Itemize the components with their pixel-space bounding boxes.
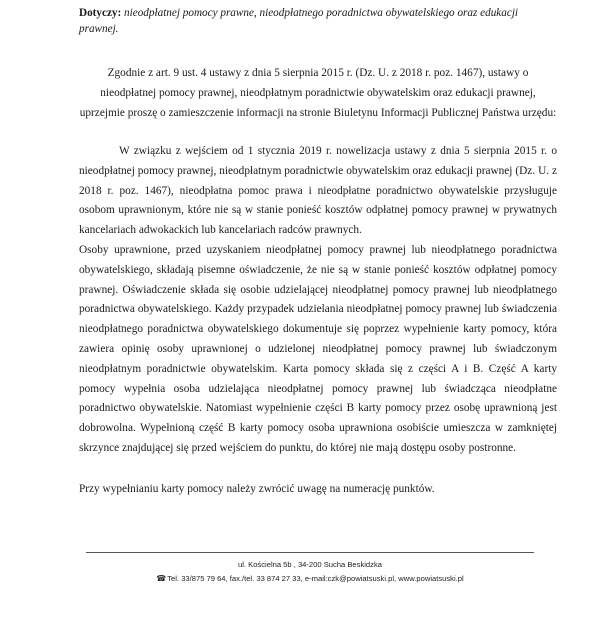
eligibility-paragraph: Osoby uprawnione, przed uzyskaniem nieodpłatnej pomocy prawnej lub nieodpłatnego poradnictwa obywatelskiego, składają pisemne oświadczenie, że nie są w stanie ponieść kosztów odpłatnej pomocy prawnej. Oświadczenie składa się osobie udzielającej nieodpłatnej pomocy prawnej lub nieodpłatnego poradnictwa obywatelskiego. Każdy przypadek udzielania nieodpłatnej pomocy prawnej lub świadczenia nieodpłatnego poradnictwa obywatelskiego dokumentuje się poprzez wypełnienie karty pomocy, która zawiera opinię osoby uprawnionej o udzielonej nieodpłatnej pomocy prawnej lub świadczonym nieodpłatnym poradnictwie obywatelskim. Karta pomocy składa się z części A i B. Część A karty pomocy wypełnia osoba udzielająca nieodpłatnej pomocy prawnej lub świadcząca nieodpłatne poradnictwo obywatelskie. Natomiast wypełnienie części B karty pomocy przez osobę uprawnioną jest dobrowolna. Wypełnioną część B karty pomocy osoba uprawniona osobiście umieszcza w zamkniętej skrzynce znajdującej się przed wejściem do punktu, do której nie mają dostępu osoby postronne. — [79, 244, 557, 454]
subject-text: nieodpłatnej pomocy prawne, nieodpłatnego poradnictwa obywatelskiego oraz edukacji prawnej. — [79, 7, 519, 35]
subject-line — [79, 6, 539, 37]
footer-contact-line — [86, 574, 534, 583]
footer-contact: Tel. 33/875 79 64, fax./tel. 33 874 27 33, e-mail:czk@powiatsuski.pl, www.powiatsuski.pl — [167, 574, 464, 583]
numbering-note-paragraph: Przy wypełnianiu karty pomocy należy zwrócić uwagę na numerację punktów. — [79, 483, 435, 495]
intro-paragraph: Zgodnie z art. 9 ust. 4 ustawy z dnia 5 sierpnia 2015 r. (Dz. U. z 2018 r. poz. 1467), ustawy o nieodpłatnej pomocy prawnej, nieodpłatnym poradnictwie obywatelskim oraz edukacji prawnej, uprzejmie proszę o zamieszczenie informacji na stronie Biuletynu Informacji Publicznej Państwa urzędu: — [79, 67, 557, 119]
phone-icon: ☎ — [156, 574, 167, 583]
footer-address: ul. Kościelna 5b , 34-200 Sucha Beskidzka — [238, 560, 382, 569]
amendment-paragraph: W związku z wejściem od 1 stycznia 2019 r. nowelizacja ustawy z dnia 5 sierpnia 2015 r. o nieodpłatnej pomocy prawnej, nieodpłatnym poradnictwie obywatelskim oraz edukacji prawnej (Dz. U. z 2018 r. poz. 1467), nieodpłatna pomoc prawa i nieodpłatne poradnictwo obywatelskie przysługuje osobom uprawnionym, które nie są w stanie ponieść kosztów odpłatnej pomocy prawnej w prywatnych kancelariach adwokackich lub kancelariach radców prawnych. — [79, 145, 557, 237]
footer-divider — [86, 552, 534, 553]
subject-label: Dotyczy: — [79, 7, 122, 19]
